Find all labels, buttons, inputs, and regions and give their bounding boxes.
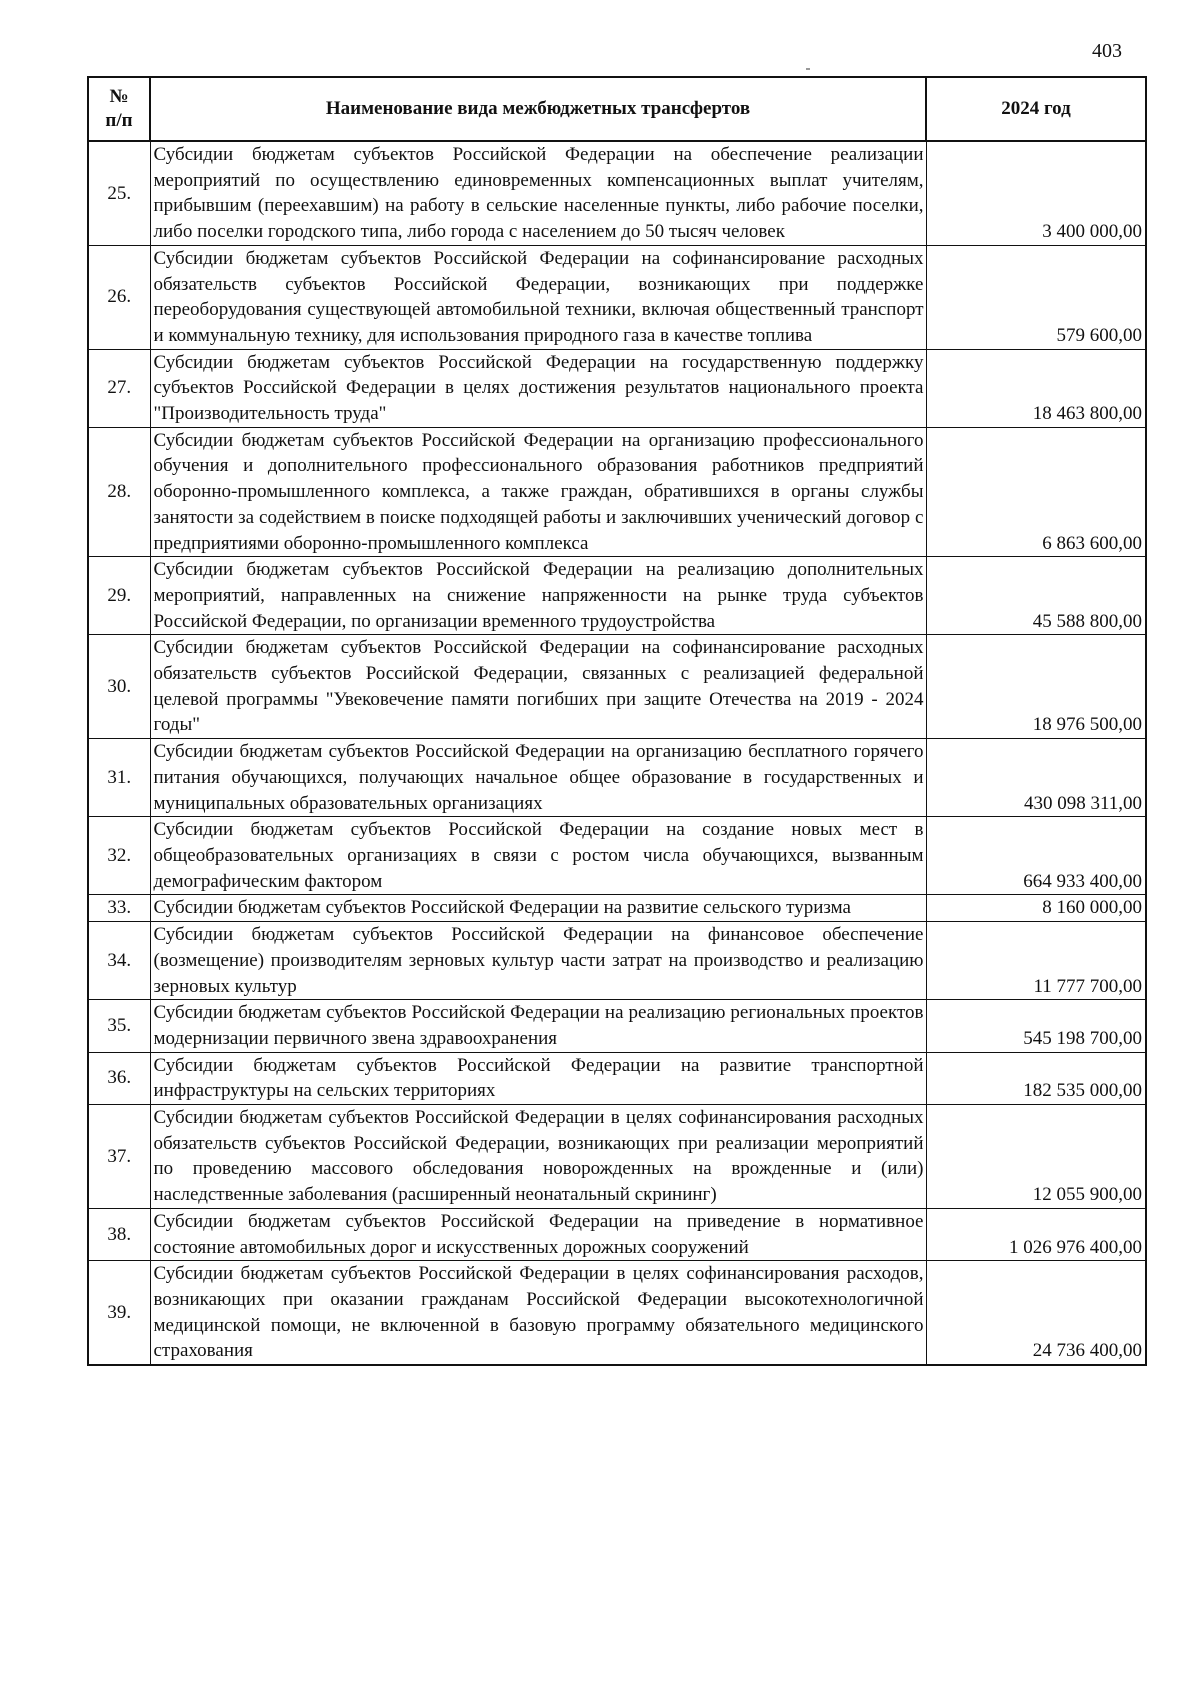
table-row (88, 1105, 1146, 1209)
transfer-amount: 430 098 311,00 (926, 739, 1146, 817)
table-row (88, 1261, 1146, 1365)
transfer-amount: 579 600,00 (926, 245, 1146, 349)
transfer-amount: 1 026 976 400,00 (926, 1208, 1146, 1260)
table-row (88, 1208, 1146, 1260)
table-row (88, 817, 1146, 895)
row-number: 25. (88, 141, 150, 245)
transfer-amount: 8 160 000,00 (926, 895, 1146, 922)
transfers-table (87, 76, 1147, 1366)
row-number: 34. (88, 922, 150, 1000)
transfer-amount: 24 736 400,00 (926, 1261, 1146, 1365)
row-number: 31. (88, 739, 150, 817)
table-row (88, 739, 1146, 817)
transfer-name: Субсидии бюджетам субъектов Российской Федерации на софинансирование расходных обязательств субъектов Российской Федерации, возникающих при поддержке переоборудования существующей автомобильной техники, включая общественный транспорт и коммунальную технику, для использования природного газа в качестве топлива (150, 245, 926, 349)
row-number: 36. (88, 1052, 150, 1104)
transfer-name: Субсидии бюджетам субъектов Российской Федерации на развитие транспортной инфраструктуры на сельских территориях (150, 1052, 926, 1104)
transfer-name: Субсидии бюджетам субъектов Российской Федерации на государственную поддержку субъектов Российской Федерации в целях достижения результатов национального проекта "Производительность труда" (150, 349, 926, 427)
transfer-name: Субсидии бюджетам субъектов Российской Федерации на создание новых мест в общеобразовательных организациях в связи с ростом числа обучающихся, вызванным демографическим фактором (150, 817, 926, 895)
transfer-name: Субсидии бюджетам субъектов Российской Федерации на организацию бесплатного горячего питания обучающихся, получающих начальное общее образование в государственных и муниципальных образовательных организациях (150, 739, 926, 817)
header-name: Наименование вида межбюджетных трансфертов (150, 77, 926, 141)
table-row (88, 922, 1146, 1000)
row-number: 29. (88, 557, 150, 635)
row-number: 26. (88, 245, 150, 349)
table-row (88, 245, 1146, 349)
transfer-name: Субсидии бюджетам субъектов Российской Федерации в целях софинансирования расходов, возникающих при оказании гражданам Российской Федерации высокотехнологичной медицинской помощи, не включенной в базовую программу обязательного медицинского страхования (150, 1261, 926, 1365)
row-number: 33. (88, 895, 150, 922)
transfer-amount: 18 976 500,00 (926, 635, 1146, 739)
row-number: 28. (88, 427, 150, 557)
row-number: 37. (88, 1105, 150, 1209)
transfer-name: Субсидии бюджетам субъектов Российской Федерации на софинансирование расходных обязательств субъектов Российской Федерации, связанных с реализацией федеральной целевой программы "Увековечение памяти погибших при защите Отечества на 2019 - 2024 годы" (150, 635, 926, 739)
header-num-label: № п/п (105, 86, 133, 131)
transfer-amount: 12 055 900,00 (926, 1105, 1146, 1209)
table-body (88, 141, 1146, 1365)
transfer-amount: 182 535 000,00 (926, 1052, 1146, 1104)
table-header-row (88, 77, 1146, 141)
scan-speck (806, 68, 810, 70)
header-num (88, 77, 150, 141)
transfer-name: Субсидии бюджетам субъектов Российской Федерации на приведение в нормативное состояние автомобильных дорог и искусственных дорожных сооружений (150, 1208, 926, 1260)
transfer-amount: 11 777 700,00 (926, 922, 1146, 1000)
transfer-amount: 45 588 800,00 (926, 557, 1146, 635)
transfer-name: Субсидии бюджетам субъектов Российской Федерации на реализацию региональных проектов модернизации первичного звена здравоохранения (150, 1000, 926, 1052)
transfer-name: Субсидии бюджетам субъектов Российской Федерации на финансовое обеспечение (возмещение) производителям зерновых культур части затрат на производство и реализацию зерновых культур (150, 922, 926, 1000)
transfer-amount: 18 463 800,00 (926, 349, 1146, 427)
transfer-name: Субсидии бюджетам субъектов Российской Федерации на развитие сельского туризма (150, 895, 926, 922)
table-row (88, 141, 1146, 245)
row-number: 39. (88, 1261, 150, 1365)
row-number: 32. (88, 817, 150, 895)
header-amount: 2024 год (926, 77, 1146, 141)
row-number: 38. (88, 1208, 150, 1260)
table-row (88, 1000, 1146, 1052)
transfer-name: Субсидии бюджетам субъектов Российской Федерации на обеспечение реализации мероприятий по осуществлению единовременных компенсационных выплат учителям, прибывшим (переехавшим) на работу в сельские населенные пункты, либо рабочие поселки, либо поселки городского типа, либо города с населением до 50 тысяч человек (150, 141, 926, 245)
table-row (88, 635, 1146, 739)
table-row (88, 427, 1146, 557)
transfer-amount: 545 198 700,00 (926, 1000, 1146, 1052)
transfer-amount: 3 400 000,00 (926, 141, 1146, 245)
page-number: 403 (1092, 40, 1122, 62)
transfer-name: Субсидии бюджетам субъектов Российской Федерации на реализацию дополнительных мероприятий, направленных на снижение напряженности на рынке труда субъектов Российской Федерации, по организации временного трудоустройства (150, 557, 926, 635)
table-row (88, 349, 1146, 427)
table-row (88, 1052, 1146, 1104)
row-number: 27. (88, 349, 150, 427)
row-number: 35. (88, 1000, 150, 1052)
transfer-name: Субсидии бюджетам субъектов Российской Федерации на организацию профессионального обучения и дополнительного профессионального образования работников предприятий оборонно-промышленного комплекса, а также граждан, обратившихся в органы службы занятости за содействием в поиске подходящей работы и заключивших ученический договор с предприятиями оборонно-промышленного комплекса (150, 427, 926, 557)
table-row (88, 557, 1146, 635)
row-number: 30. (88, 635, 150, 739)
transfer-amount: 664 933 400,00 (926, 817, 1146, 895)
table-row (88, 895, 1146, 922)
transfer-name: Субсидии бюджетам субъектов Российской Федерации в целях софинансирования расходных обязательств субъектов Российской Федерации, возникающих при реализации мероприятий по проведению массового обследования новорожденных на врожденные и (или) наследственные заболевания (расширенный неонатальный скрининг) (150, 1105, 926, 1209)
transfer-amount: 6 863 600,00 (926, 427, 1146, 557)
